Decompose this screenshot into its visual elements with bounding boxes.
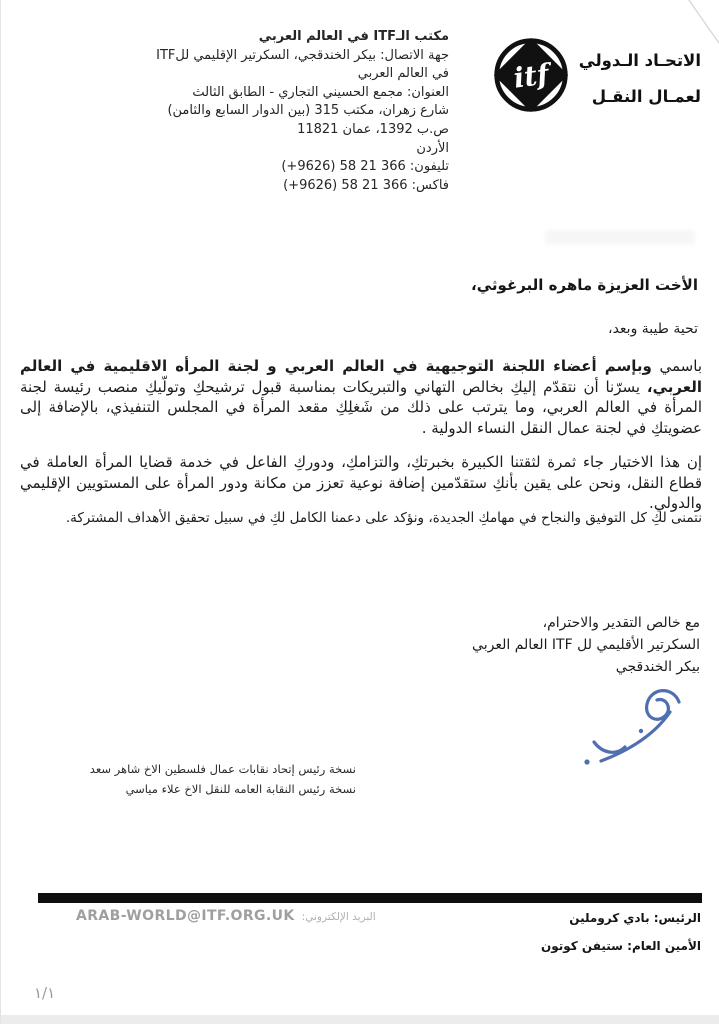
closing-name: بيكر الخندقجي: [615, 659, 700, 675]
fax-label: فاكس:: [411, 177, 449, 193]
paragraph-1-start: باسمي: [651, 357, 702, 375]
contact-phone-line: [19, 158, 449, 177]
general-secretary-line: الأمين العام: ستيفن كوتون: [540, 939, 701, 953]
org-name: [579, 33, 701, 115]
email-address: ARAB-WORLD@ITF.ORG.UK: [76, 908, 295, 924]
itf-logo-block: [511, 33, 701, 115]
footer-divider-bar: [38, 893, 702, 903]
contact-line-street: شارع زهران، مكتب 315 (بين الدوار السابع والثامن): [167, 103, 449, 119]
cc-line-2: نسخة رئيس النقابة العامه للنقل الاخ علاء مياسي: [125, 781, 356, 796]
phone-number: (+9626) 58 21 366: [281, 159, 406, 175]
paragraph-1-bold-committee: وبإسم أعضاء اللجنة التوجيهية في العالم العربي و لجنة المرأه الاقليمية في العالم العربي،: [20, 357, 702, 396]
contact-line-address: العنوان: مجمع الحسيني التجاري - الطابق الثالث: [192, 84, 449, 100]
cc-line-1: نسخة رئيس إتحاد نقابات عمال فلسطين الاخ شاهر سعد: [89, 762, 356, 776]
closing-block: [472, 612, 700, 678]
page-number: ١/١: [34, 984, 56, 1002]
fax-number: (+9626) 58 21 366: [283, 177, 408, 193]
office-title: مكتب الـITF في العالم العربي: [258, 29, 449, 44]
paragraph-1-rest: يسرّنا أن نتقدّم إليكِ بخالص التهاني والتبريكات بمناسبة قبول ترشيحكِ وتولّيكِ منصب رئيسة لجنة المرأة في العالم العربي، وما يترتب على ذلك من شَغلِكِ مقعد المرأة في المجلس التنفيذي، بالإضافة إلى عضويتكِ في لجنة عمال النقل النساء الدولية .: [20, 377, 702, 437]
footer-officials: [541, 904, 701, 960]
erased-date-artifact: [545, 230, 695, 245]
contact-line-person: جهة الاتصال: بيكر الخندقجي، السكرتير الإقليمي للITF: [156, 47, 449, 63]
contact-line-region: في العالم العربي: [357, 66, 449, 82]
signature-handwritten: [554, 676, 686, 766]
closing-regards: مع خالص التقدير والاحترام،: [542, 615, 700, 631]
closing-title: السكرتير الأقليمي لل ITF العالم العربي: [472, 637, 700, 653]
org-name-line2: لعمـال النقـل: [591, 87, 701, 106]
salutation: تحية طيبة وبعد،: [608, 321, 698, 337]
org-name-line1: الاتحـاد الـدولي: [578, 51, 701, 70]
paragraph-2: إن هذا الاختيار جاء ثمرة لثقتنا الكبيرة بخبرتكِ، والتزامكِ، ودوركِ الفاعل في خدمة قضايا المرأة العاملة في قطاع النقل، ونحن على يقين بأنكِ ستقدّمين إضافة نوعية تعزز من مكانة ودور المرأة على المستويين الإقليمي والدولي.: [20, 453, 702, 513]
paragraph-1: [20, 356, 702, 438]
email-label: البريد الإلكتروني:: [301, 911, 376, 923]
cc-block: [90, 760, 356, 799]
contact-line-country: الأردن: [416, 140, 449, 156]
svg-text:itf: itf: [511, 57, 551, 95]
contact-line-pobox: ص.ب 1392، عمان 11821: [297, 121, 449, 137]
greeting: الأخت العزيزة ماهره البرغوثي،: [471, 276, 698, 294]
phone-label: تليفون:: [409, 159, 449, 175]
itf-logo-icon: [491, 35, 571, 115]
scan-edge-strip: [1, 1015, 719, 1024]
footer-email-line: [76, 908, 376, 924]
header-contact-block: [19, 28, 449, 195]
president-line: الرئيس: بادي كروملين: [569, 911, 701, 925]
contact-fax-line: [19, 177, 449, 196]
paragraph-3: نتمنى لكِ كل التوفيق والنجاح في مهامكِ الجديدة، ونؤكد على دعمنا الكامل لكِ في سبيل تحقيق الأهداف المشتركة.: [65, 510, 702, 526]
